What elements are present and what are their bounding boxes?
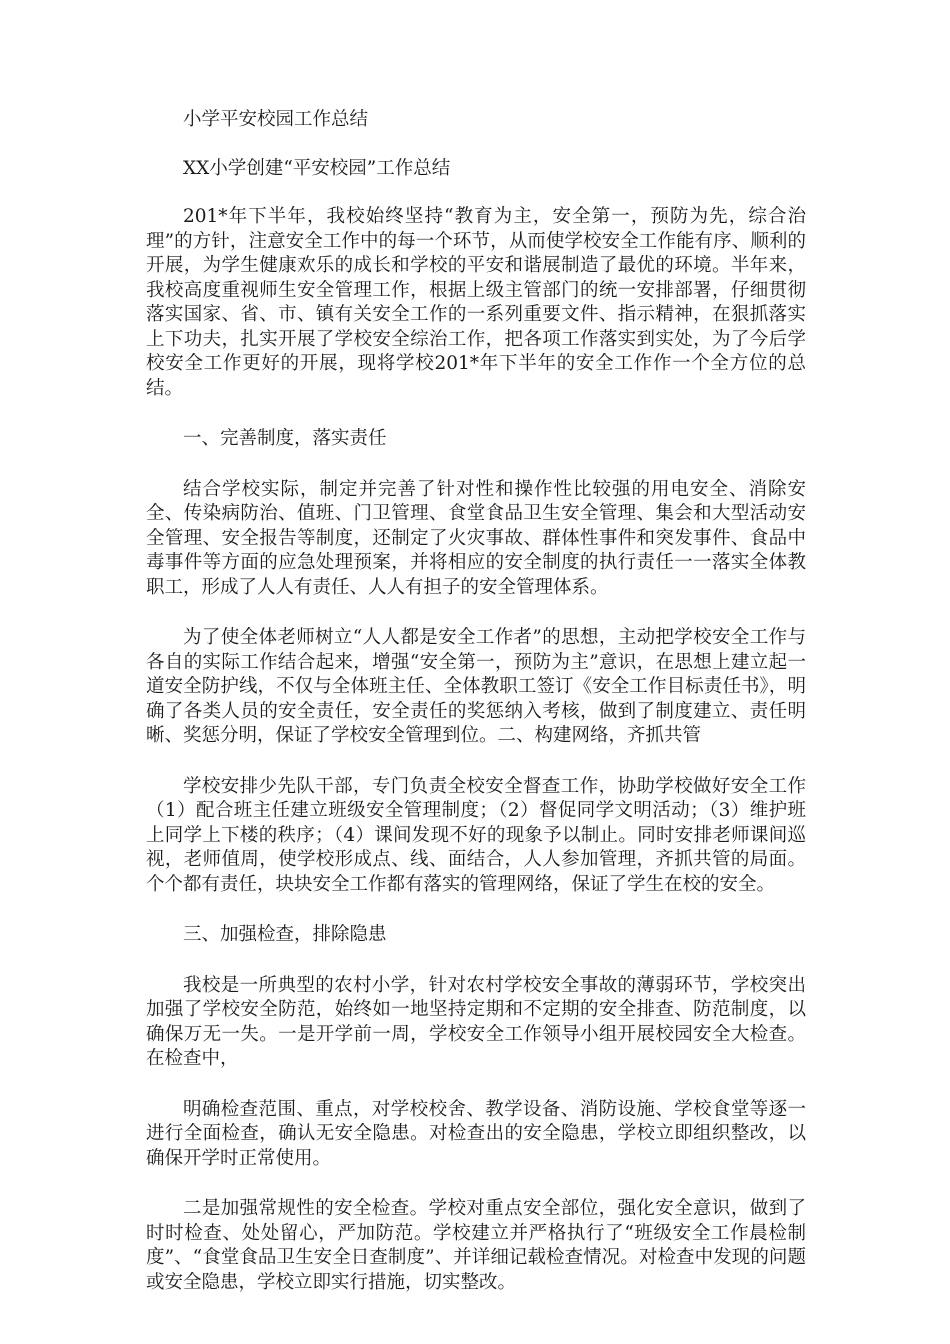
document-subtitle: XX小学创建“平安校园”工作总结 bbox=[183, 157, 451, 179]
paragraph: 二是加强常规性的安全检查。学校对重点安全部位，强化安全意识，做到了时时检查、处处留心，严加防范。学校建立并严格执行了“班级安全工作晨检制度”、“食堂食品卫生安全日查制度”、并详细记载检查情况。对检查中发现的问题或安全隐患，学校立即实行措施，切实整改。 bbox=[146, 1198, 806, 1293]
document-title: 小学平安校园工作总结 bbox=[183, 109, 369, 130]
paragraph-intro: 201*年下半年，我校始终坚持“教育为主，安全第一，预防为先，综合治理”的方针，注意安全工作中的每一个环节，从而使学校安全工作能有序、顺利的开展，为学生健康欢乐的成长和学校的平安和谐展制造了最优的环境。半年来，我校高度重视师生安全管理工作，根据上级主管部门的统一安排部署，仔细贯彻落实国家、省、市、镇有关安全工作的一系列重要文件、指示精神，在狠抓落实上下功夫，扎实开展了学校安全综治工作，把各项工作落实到实处，为了今后学校安全工作更好的开展，现将学校201*年下半年的安全工作作一个全方位的总结。 bbox=[146, 206, 806, 399]
document-page bbox=[146, 108, 806, 1321]
paragraph: 明确检查范围、重点，对学校校舍、教学设备、消防设施、学校食堂等逐一进行全面检查，确认无安全隐患。对检查出的安全隐患，学校立即组织整改，以确保开学时正常使用。 bbox=[146, 1098, 806, 1169]
paragraph: 我校是一所典型的农村小学，针对农村学校安全事故的薄弱环节，学校突出加强了学校安全防范，始终如一地坚持定期和不定期的安全排查、防范制度，以确保万无一失。一是开学前一周，学校安全工作领导小组开展校园安全大检查。在检查中， bbox=[146, 974, 806, 1069]
paragraph: 为了使全体老师树立“人人都是安全工作者”的思想，主动把学校安全工作与各自的实际工作结合起来，增强“安全第一，预防为主”意识，在思想上建立起一道安全防护线，不仅与全体班主任、全体教职工签订《安全工作目标责任书》，明确了各类人员的安全责任，安全责任的奖惩纳入考核，做到了制度建立、责任明晰、奖惩分明，保证了学校安全管理到位。二、构建网络，齐抓共管 bbox=[146, 627, 806, 746]
section-heading-1: 一、完善制度，落实责任 bbox=[183, 428, 387, 449]
section-heading-3: 三、加强检查，排除隐患 bbox=[183, 924, 387, 945]
paragraph: 学校安排少先队干部，专门负责全校安全督查工作，协助学校做好安全工作（1）配合班主任建立班级安全管理制度；（2）督促同学文明活动；（3）维护班上同学上下楼的秩序；（4）课间发现不好的现象予以制止。同时安排老师课间巡视，老师值周，使学校形成点、线、面结合，人人参加管理，齐抓共管的局面。个个都有责任，块块安全工作都有落实的管理网络，保证了学生在校的安全。 bbox=[146, 775, 806, 895]
paragraph: 结合学校实际，制定并完善了针对性和操作性比较强的用电安全、消除安全、传染病防治、值班、门卫管理、食堂食品卫生安全管理、集会和大型活动安全管理、安全报告等制度，还制定了火灾事故、群体性事件和突发事件、食品中毒事件等方面的应急处理预案，并将相应的安全制度的执行责任一一落实全体教职工，形成了人人有责任、人人有担子的安全管理体系。 bbox=[146, 478, 806, 598]
